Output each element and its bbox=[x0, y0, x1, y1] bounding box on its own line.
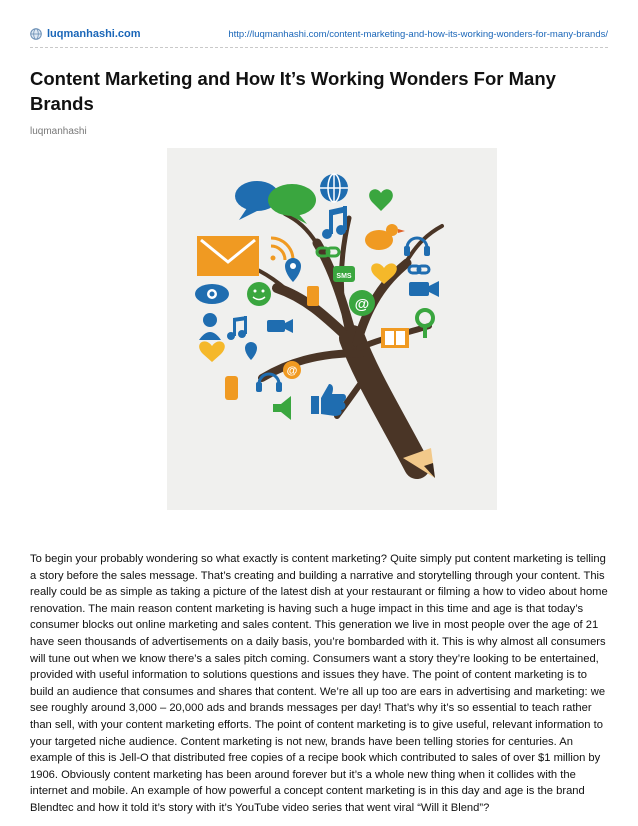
globe-icon bbox=[30, 28, 42, 40]
video-camera-icon bbox=[267, 319, 293, 333]
sms-label: SMS bbox=[336, 273, 352, 280]
location-pin-icon bbox=[285, 258, 301, 282]
magnifier-icon bbox=[417, 310, 433, 338]
at-sign-icon bbox=[349, 290, 375, 316]
music-note-icon bbox=[227, 316, 247, 340]
article-author: luqmanhashi bbox=[30, 126, 87, 137]
site-link[interactable] bbox=[30, 28, 141, 40]
smiley-icon bbox=[247, 282, 271, 306]
article-body: To begin your probably wondering so what exactly is content marketing? Quite simply put content marketing is telling a story before the sales message. That’s creating and building a narrative and storytelling through your content. This really could be as simple as taking a picture of the latest dish at your restaurant or filming a how to video about home renovation. The main reason content marketing is having such a huge impact in this time and age is that today’s consumer blocks out online marketing and sales content. This generation we live in most people over the age of 21 have seen thousands of advertisements on a daily basis, you’re bombarded with it. This is why almost all consumers will tune out when we know there’s a sales pitch coming. Consumers want a story they’re looking to be entertained, provided with useful information to solutions questions and issues they have. The point of content marketing is to build an audience that consumes and shares that content. We’re all up too are ears in advertising and marketing: we see roughly around 3,000 – 20,000 ads and brands messages per day! That’s why it’s so essential to teach rather than sell, with your content marketing efforts. The point of content marketing is to give useful, relevant information to your targeted niche audience. Content marketing is not new, brands have been telling stories for centuries. An example of this is Jell-O that distributed free copies of a recipe book which contributed to sales of over $1 million by 1906. Obviously content marketing has been around forever but it’s a whole new thing when it collides with the internet and mobile. An example of how powerful a concept content marketing is in this day and age is the brand Blendtec and how it told it’s story with it’s YouTube video series that went viral “Will it Blend”? bbox=[30, 553, 608, 814]
sms-icon bbox=[333, 266, 355, 282]
page-header bbox=[30, 28, 608, 44]
envelope-icon bbox=[197, 236, 259, 276]
user-icon bbox=[199, 313, 221, 340]
video-camera-icon bbox=[409, 281, 439, 297]
link-icon bbox=[409, 266, 429, 273]
header-divider bbox=[30, 47, 608, 48]
music-note-icon bbox=[322, 206, 347, 239]
at-sign-icon bbox=[283, 361, 301, 379]
globe-icon bbox=[320, 174, 348, 202]
location-pin-icon bbox=[245, 342, 257, 360]
rss-icon bbox=[271, 238, 294, 261]
eye-icon bbox=[195, 284, 229, 304]
heart-icon bbox=[199, 341, 225, 362]
content-marketing-illustration bbox=[167, 148, 497, 510]
at-label-small: @ bbox=[286, 365, 298, 377]
site-name[interactable]: luqmanhashi.com bbox=[47, 28, 141, 40]
tree-pencil-icons-graphic bbox=[167, 148, 497, 510]
mobile-phone-icon bbox=[225, 376, 238, 400]
at-label: @ bbox=[354, 296, 370, 313]
mobile-phone-icon bbox=[307, 286, 319, 306]
chat-bubbles-icon bbox=[235, 181, 316, 224]
article-url[interactable]: http://luqmanhashi.com/content-marketing-and-how-its-working-wonders-for-many-brands/ bbox=[228, 29, 608, 40]
heart-icon bbox=[369, 189, 393, 211]
article-title: Content Marketing and How It’s Working Wonders For Many Brands bbox=[30, 68, 556, 114]
thumbs-up-icon bbox=[311, 384, 346, 416]
bird-icon bbox=[365, 224, 405, 250]
book-icon bbox=[381, 328, 409, 348]
speaker-icon bbox=[273, 396, 291, 420]
